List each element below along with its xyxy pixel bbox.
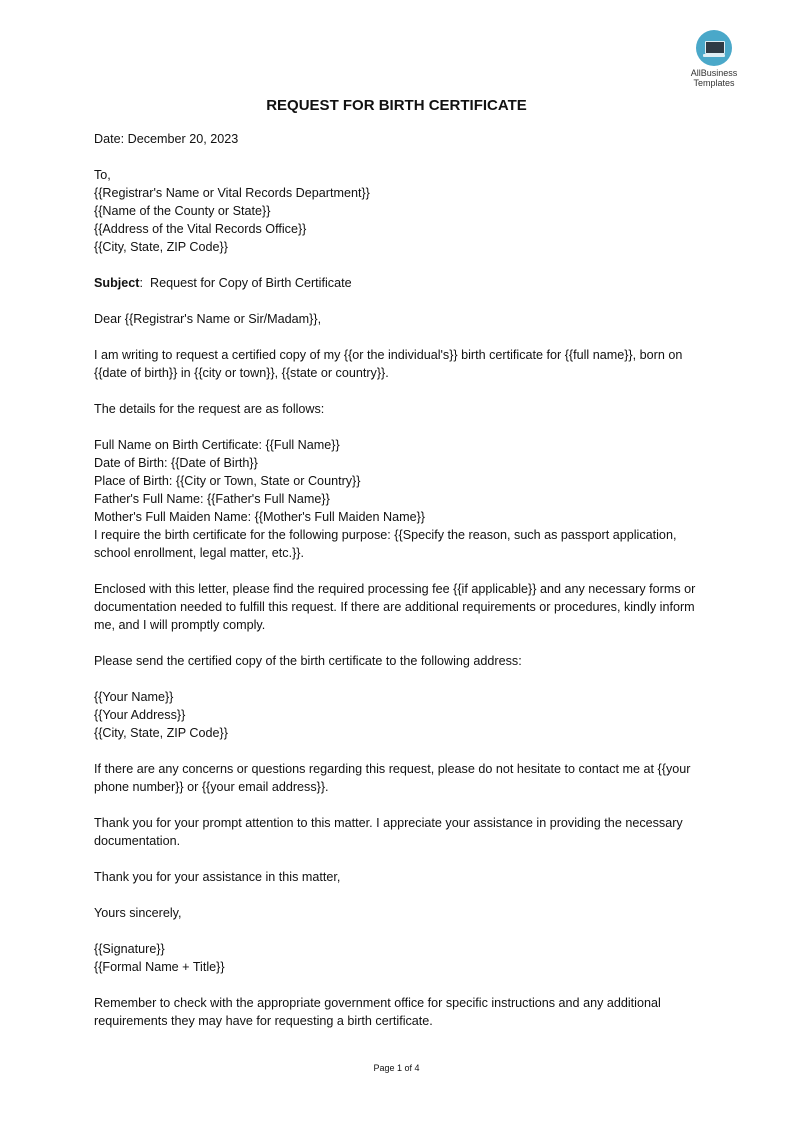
laptop-icon — [696, 30, 732, 66]
recipient-city: {{City, State, ZIP Code}} — [94, 240, 228, 254]
document-title: REQUEST FOR BIRTH CERTIFICATE — [266, 97, 527, 114]
detail-full-name: Full Name on Birth Certificate: {{Full Name}} — [94, 438, 340, 452]
thanks-line: Thank you for your assistance in this matter, — [94, 870, 341, 884]
allbusiness-templates-logo — [678, 30, 750, 88]
concerns-paragraph: If there are any concerns or questions regarding this request, please do not hesitate to contact me at {{your phone number}} or {{your email address}}. — [94, 762, 691, 794]
page-number: Page 1 of 4 — [373, 1063, 420, 1073]
recipient-county: {{Name of the County or State}} — [94, 204, 271, 218]
logo-text-line2: Templates — [693, 78, 735, 88]
logo-text-line1: AllBusiness — [690, 68, 738, 78]
thanks-paragraph: Thank you for your prompt attention to this matter. I appreciate your assistance in providing the necessary documentation. — [94, 816, 683, 848]
sender-city: {{City, State, ZIP Code}} — [94, 726, 228, 740]
enclosed-paragraph: Enclosed with this letter, please find the required processing fee {{if applicable}} and any necessary forms or documentation needed to fulfill this request. If there are additional requirements or procedures, kindly inform me, and I will promptly comply. — [94, 582, 696, 632]
detail-father-name: Father's Full Name: {{Father's Full Name}} — [94, 492, 330, 506]
detail-place-of-birth: Place of Birth: {{City or Town, State or Country}} — [94, 474, 361, 488]
details-intro: The details for the request are as follows: — [94, 402, 325, 416]
reminder-paragraph: Remember to check with the appropriate government office for specific instructions and any additional requirements they may have for requesting a birth certificate. — [94, 996, 661, 1028]
closing: Yours sincerely, — [94, 906, 182, 920]
detail-mother-name: Mother's Full Maiden Name: {{Mother's Full Maiden Name}} — [94, 510, 425, 524]
detail-purpose: I require the birth certificate for the following purpose: {{Specify the reason, such as passport application, school enrollment, legal matter, etc.}}. — [94, 528, 677, 560]
recipient-name: {{Registrar's Name or Vital Records Department}} — [94, 186, 370, 200]
send-intro: Please send the certified copy of the birth certificate to the following address: — [94, 654, 522, 668]
subject-text: : Request for Copy of Birth Certificate — [139, 276, 352, 290]
sender-address: {{Your Address}} — [94, 708, 186, 722]
sender-name: {{Your Name}} — [94, 690, 174, 704]
recipient-to: To, — [94, 168, 111, 182]
intro-paragraph: I am writing to request a certified copy of my {{or the individual's}} birth certificate for {{full name}}, born on {{date of birth}} in {{city or town}}, {{state or country}}. — [94, 348, 683, 380]
subject-line — [94, 274, 699, 292]
letter-body — [94, 130, 699, 1030]
salutation: Dear {{Registrar's Name or Sir/Madam}}, — [94, 312, 322, 326]
recipient-address: {{Address of the Vital Records Office}} — [94, 222, 307, 236]
formal-name-placeholder: {{Formal Name + Title}} — [94, 960, 225, 974]
signature-placeholder: {{Signature}} — [94, 942, 165, 956]
detail-date-of-birth: Date of Birth: {{Date of Birth}} — [94, 456, 258, 470]
letter-date: Date: December 20, 2023 — [94, 132, 239, 146]
subject-label: Subject — [94, 276, 140, 290]
